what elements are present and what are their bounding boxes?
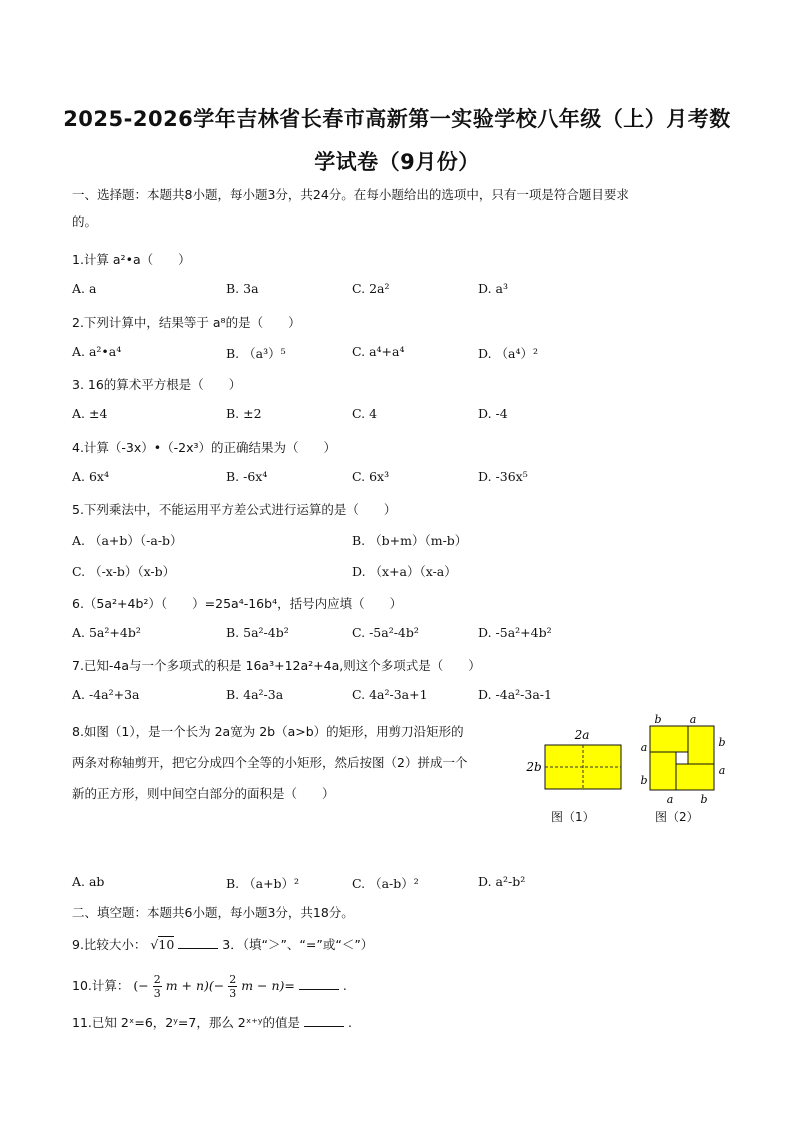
q4-option-b: B. -6x⁴	[226, 469, 268, 484]
fig2-label-bottom-left: a	[666, 793, 674, 806]
q10-frac2-num: 2	[229, 973, 237, 986]
q1-option-d: D. a³	[478, 281, 508, 296]
q11-answer-blank[interactable]	[304, 1014, 344, 1027]
q1-option-c: C. 2a²	[352, 281, 390, 296]
q10-fraction-2	[228, 973, 237, 1000]
q3-option-b: B. ±2	[226, 406, 262, 421]
q10-expr-open: (−	[133, 978, 149, 993]
question-2: 2.下列计算中，结果等于 a⁸的是（ ）	[72, 315, 301, 330]
fig2-piece-left	[650, 752, 676, 790]
fig2-center-hole	[676, 752, 688, 764]
q7-option-b: B. 4a²-3a	[226, 687, 284, 702]
q10-fraction-1	[153, 973, 162, 1000]
q8-option-b: B. （a+b）²	[226, 876, 300, 891]
section1-heading	[72, 181, 722, 235]
section1-line2: 的。	[72, 214, 98, 229]
q2-option-a: A. a²•a⁴	[72, 344, 122, 359]
figure-2-square	[636, 712, 730, 812]
exam-title-line2: 学试卷（9月份）	[314, 150, 480, 174]
q6-option-b: B. 5a²-4b²	[226, 625, 289, 640]
q7-option-c: C. 4a²-3a+1	[352, 687, 428, 702]
fig2-label-top-left: b	[654, 713, 662, 726]
fig2-piece-bottom	[676, 764, 714, 790]
q8-option-a: A. ab	[72, 874, 105, 889]
q2-option-d: D. （a⁴）²	[478, 346, 538, 361]
question-6: 6.（5a²+4b²）（ ）=25a⁴-16b⁴，括号内应填（ ）	[72, 596, 403, 611]
q10-answer-blank[interactable]	[299, 977, 339, 990]
question-1: 1.计算 a²•a（ ）	[72, 252, 191, 267]
question-11	[72, 1013, 352, 1031]
fig2-label-right-bottom: a	[718, 764, 726, 777]
q3-option-c: C. 4	[352, 406, 378, 421]
q4-option-c: C. 6x³	[352, 469, 390, 484]
question-10	[72, 973, 347, 1000]
question-5: 5.下列乘法中，不能运用平方差公式进行运算的是（ ）	[72, 502, 397, 517]
q8-option-c: C. （a-b）²	[352, 876, 419, 891]
q1-option-a: A. a	[72, 281, 97, 296]
sqrt-symbol: √	[150, 937, 159, 952]
q5-option-b: B. （b+m）（m-b）	[352, 533, 468, 548]
q10-frac2-den: 3	[229, 987, 237, 1000]
q5-option-c: C. （-x-b）（x-b）	[72, 564, 176, 579]
fig2-label-bottom-right: b	[700, 793, 708, 806]
q9-prefix: 9.比较大小：	[72, 937, 147, 952]
q8-option-d: D. a²-b²	[478, 874, 526, 889]
exam-title-line1: 2025-2026学年吉林省长春市高新第一实验学校八年级（上）月考数	[63, 107, 731, 131]
question-3: 3. 16的算术平方根是（ ）	[72, 377, 242, 392]
section1-line1: 一、选择题：本题共8小题，每小题3分，共24分。在每小题给出的选项中，只有一项是符合题目要求	[72, 187, 629, 202]
q7-option-a: A. -4a²+3a	[72, 687, 140, 702]
fig1-caption: 图（1）	[551, 810, 595, 824]
q1-option-b: B. 3a	[226, 281, 259, 296]
q8-line3: 新的正方形，则中间空白部分的面积是（ ）	[72, 786, 335, 801]
question-8	[72, 716, 524, 809]
q10-expr-mid1: m + n)(−	[165, 978, 225, 993]
q6-option-a: A. 5a²+4b²	[72, 625, 141, 640]
q6-option-d: D. -5a²+4b²	[478, 625, 552, 640]
section2-heading: 二、填空题：本题共6小题，每小题3分，共18分。	[72, 905, 354, 920]
fig1-top-label: 2a	[574, 728, 590, 742]
q6-option-c: C. -5a²-4b²	[352, 625, 419, 640]
q4-option-a: A. 6x⁴	[72, 469, 109, 484]
q8-line1: 8.如图（1），是一个长为 2a宽为 2b（a>b）的矩形，用剪刀沿矩形的	[72, 724, 464, 739]
q9-after: 3．（填“＞”、“=”或“＜”）	[222, 937, 374, 952]
fig1-left-label: 2b	[526, 760, 542, 774]
q3-option-d: D. -4	[478, 406, 508, 421]
q10-prefix: 10.计算：	[72, 978, 130, 993]
q11-end: .	[348, 1015, 352, 1030]
q5-option-d: D. （x+a）（x-a）	[352, 564, 457, 579]
fig2-caption: 图（2）	[655, 810, 699, 824]
q10-frac1-num: 2	[153, 973, 161, 986]
q2-option-c: C. a⁴+a⁴	[352, 344, 405, 359]
q11-text: 11.已知 2ˣ=6，2ʸ=7，那么 2ˣ⁺ʸ的值是	[72, 1015, 301, 1030]
fig2-label-left-bottom: b	[640, 774, 648, 787]
q3-option-a: A. ±4	[72, 406, 108, 421]
q9-radicand: 10	[158, 937, 175, 952]
q2-option-b: B. （a³）⁵	[226, 346, 286, 361]
q4-option-d: D. -36x⁵	[478, 469, 528, 484]
q7-option-d: D. -4a²-3a-1	[478, 687, 552, 702]
q8-line2: 两条对称轴剪开，把它分成四个全等的小矩形，然后按图（2）拼成一个	[72, 755, 468, 770]
q5-option-a: A. （a+b）（-a-b）	[72, 533, 183, 548]
fig2-label-top-right: a	[689, 713, 697, 726]
fig2-piece-right	[688, 726, 714, 764]
question-7: 7.已知-4a与一个多项式的积是 16a³+12a²+4a,则这个多项式是（ ）	[72, 658, 481, 673]
fig2-label-left-top: a	[640, 741, 648, 754]
q10-expr-mid2: m − n)=	[241, 978, 295, 993]
question-9	[72, 935, 373, 953]
fig2-piece-top	[650, 726, 688, 752]
fig2-label-right-top: b	[718, 736, 726, 749]
q9-answer-blank[interactable]	[178, 936, 218, 949]
question-4: 4.计算（-3x）•（-2x³）的正确结果为（ ）	[72, 440, 337, 455]
q10-frac1-den: 3	[153, 987, 161, 1000]
q10-end: .	[342, 978, 347, 993]
